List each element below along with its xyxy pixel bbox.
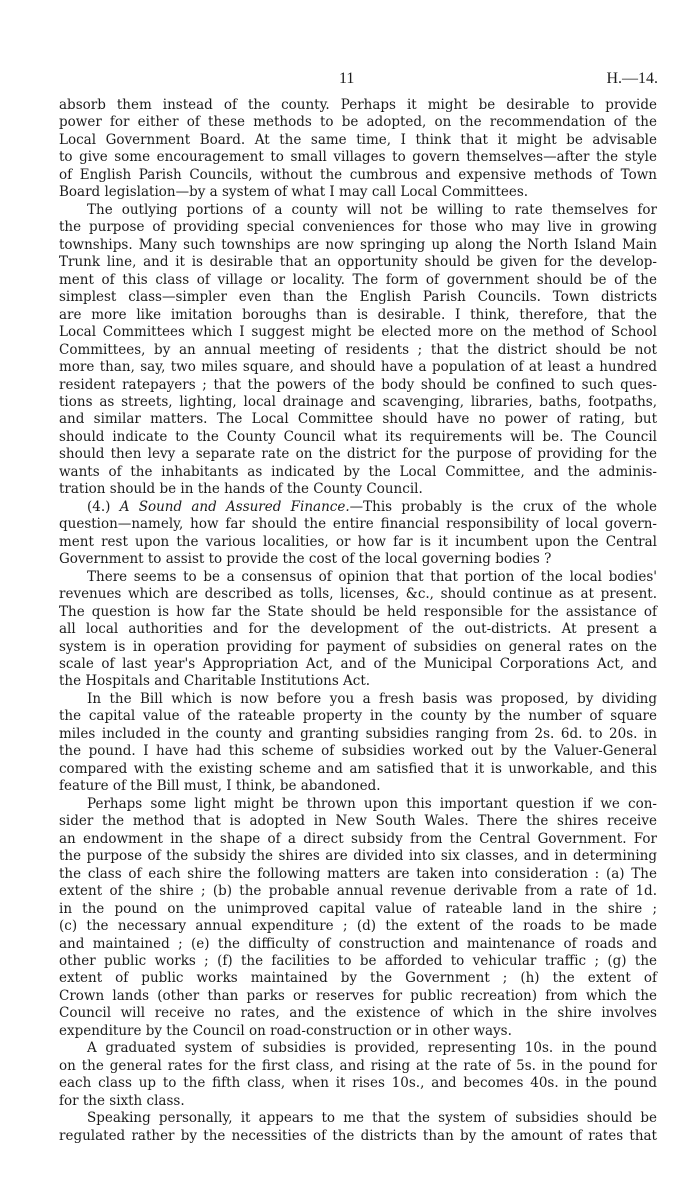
text-line: power for either of these methods to be adopted, on the recommendation of the bbox=[59, 114, 657, 131]
text-line: should then levy a separate rate on the district for the purpose of providing for the bbox=[59, 446, 657, 463]
text-line: ment rest upon the various localities, or how far is it incumbent upon the Central bbox=[59, 533, 657, 550]
text-line: ment of this class of village or locality. The form of government should be of the bbox=[59, 271, 657, 288]
text-line: scale of last year's Appropriation Act, and of the Municipal Corporations Act, and bbox=[59, 656, 657, 672]
text-line: the pound. I have had this scheme of subsidies worked out by the Valuer-General bbox=[59, 743, 657, 760]
text-line: of English Parish Councils, without the cumbrous and expensive methods of Town bbox=[59, 166, 657, 183]
text-line: sider the method that is adopted in New South Wales. There the shires receive bbox=[59, 813, 657, 830]
page-number: 11 bbox=[339, 70, 355, 87]
text-line: Trunk line, and it is desirable that an opportunity should be given for the develop- bbox=[59, 254, 657, 271]
text-line: should indicate to the County Council what its requirements will be. The Council bbox=[59, 428, 657, 445]
text-line: tration should be in the hands of the County Council. bbox=[59, 481, 423, 498]
text-line: system is in operation providing for payment of subsidies on general rates on the bbox=[59, 638, 657, 655]
text-line: resident ratepayers ; that the powers of the body should be confined to such ques- bbox=[59, 376, 657, 393]
text-line: Speaking personally, it appears to me that the system of subsidies should be bbox=[87, 1110, 657, 1127]
text-line: more than, say, two miles square, and should have a population of at least a hundred bbox=[59, 359, 657, 376]
text-line: for the sixth class. bbox=[59, 1092, 185, 1109]
text-line: wants of the inhabitants as indicated by the Local Committee, and the adminis- bbox=[59, 463, 657, 480]
text-line: are more like imitation boroughs than is desirable. I think, therefore, that the bbox=[59, 306, 657, 323]
text-line: each class up to the fifth class, when it rises 10s., and becomes 40s. in the pound bbox=[59, 1075, 657, 1092]
text-line: Local Government Board. At the same time, I think that it might be advisable bbox=[59, 131, 657, 148]
text-line: Council will receive no rates, and the existence of which in the shire involves bbox=[59, 1005, 657, 1022]
text-line: on the general rates for the first class, and rising at the rate of 5s. in the pound for bbox=[59, 1057, 657, 1074]
text-line: townships. Many such townships are now springing up along the North Island Main bbox=[59, 236, 657, 253]
section-number: (4.) bbox=[87, 498, 111, 515]
text-line: the class of each shire the following matters are taken into consideration : (a) The bbox=[59, 865, 657, 882]
text-line: the purpose of the subsidy the shires are divided into six classes, and in determining bbox=[59, 848, 657, 865]
text-line: to give some encouragement to small villages to govern themselves—after the style bbox=[59, 149, 657, 166]
text-line: extent of public works maintained by the Government ; (h) the extent of bbox=[59, 970, 657, 987]
text-line: absorb them instead of the county. Perhaps it might be desirable to provide bbox=[59, 97, 657, 113]
text-line: Government to assist to provide the cost of the local governing bodies ? bbox=[59, 551, 552, 568]
text-line: The question is how far the State should be held responsible for the assistance of bbox=[59, 603, 657, 620]
section-heading-line bbox=[59, 499, 657, 516]
text-line: the purpose of providing special conveniences for those who may live in growing bbox=[59, 219, 657, 236]
text-line: Local Committees which I suggest might be elected more on the method of School bbox=[59, 324, 657, 341]
text-line: the Hospitals and Charitable Institutions Act. bbox=[59, 673, 371, 690]
text-line: (c) the necessary annual expenditure ; (d) the extent of the roads to be made bbox=[59, 918, 657, 935]
section-heading-text: —This probably is the crux of the whole bbox=[349, 498, 657, 515]
text-line: The outlying portions of a county will not be willing to rate themselves for bbox=[87, 201, 657, 218]
text-line: Crown lands (other than parks or reserves for public recreation) from which the bbox=[59, 987, 657, 1004]
text-line: feature of the Bill must, I think, be abandoned. bbox=[59, 778, 381, 795]
text-line: expenditure by the Council on road-construction or in other ways. bbox=[59, 1022, 512, 1039]
text-line: an endowment in the shape of a direct subsidy from the Central Government. For bbox=[59, 830, 657, 847]
text-line: simplest class—simpler even than the English Parish Councils. Town districts bbox=[59, 289, 657, 306]
body-text bbox=[59, 97, 657, 1145]
text-line: the capital value of the rateable property in the county by the number of square bbox=[59, 708, 657, 725]
text-line: extent of the shire ; (b) the probable annual revenue derivable from a rate of 1d. bbox=[59, 883, 657, 900]
document-reference: H.—14. bbox=[606, 70, 658, 87]
text-line: miles included in the county and granting subsidies ranging from 2s. 6d. to 20s. in bbox=[59, 725, 657, 742]
text-line: other public works ; (f) the facilities to be afforded to vehicular traffic ; (g) the bbox=[59, 952, 657, 969]
text-line: In the Bill which is now before you a fresh basis was proposed, by dividing bbox=[87, 690, 657, 707]
text-line: regulated rather by the necessities of the districts than by the amount of rates that bbox=[59, 1127, 657, 1144]
text-line: Board legislation—by a system of what I may call Local Committees. bbox=[59, 184, 529, 201]
text-line: A graduated system of subsidies is provided, representing 10s. in the pound bbox=[87, 1040, 657, 1057]
page-header bbox=[0, 70, 700, 90]
text-line: and maintained ; (e) the difficulty of construction and maintenance of roads and bbox=[59, 935, 657, 952]
section-title: A Sound and Assured Finance. bbox=[119, 498, 350, 515]
text-line: in the pound on the unimproved capital value of rateable land in the shire ; bbox=[59, 900, 657, 917]
text-line: revenues which are described as tolls, licenses, &c., should continue as at present. bbox=[59, 586, 657, 603]
text-line: There seems to be a consensus of opinion that that portion of the local bodies' bbox=[87, 568, 657, 585]
text-line: compared with the existing scheme and am satisfied that it is unworkable, and this bbox=[59, 760, 657, 777]
text-line: Committees, by an annual meeting of residents ; that the district should be not bbox=[59, 341, 657, 358]
text-line: Perhaps some light might be thrown upon this important question if we con- bbox=[87, 795, 657, 812]
text-line: and similar matters. The Local Committee should have no power of rating, but bbox=[59, 411, 657, 428]
text-line: tions as streets, lighting, local drainage and scavenging, libraries, baths, footpaths, bbox=[59, 393, 657, 410]
text-line: question—namely, how far should the entire financial responsibility of local govern- bbox=[59, 516, 657, 533]
text-line: all local authorities and for the development of the out-districts. At present a bbox=[59, 621, 657, 638]
